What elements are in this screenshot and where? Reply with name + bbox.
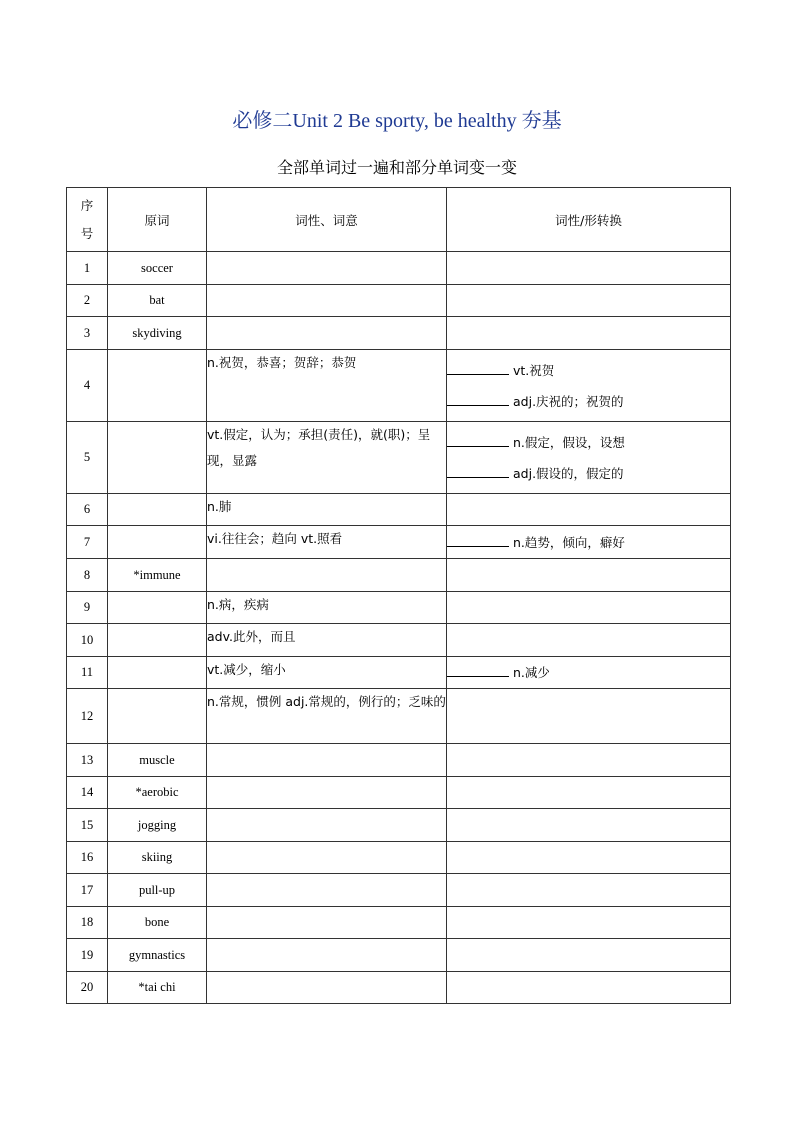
conversion-line xyxy=(447,458,730,489)
row-word: *tai chi xyxy=(108,972,207,1004)
row-conversion xyxy=(447,285,731,317)
row-word: skiing xyxy=(108,842,207,874)
table-row xyxy=(67,252,731,285)
row-conversion xyxy=(447,350,731,422)
row-conversion xyxy=(447,526,731,559)
row-number: 2 xyxy=(67,285,108,317)
row-conversion xyxy=(447,592,731,624)
table-row xyxy=(67,939,731,972)
row-meaning xyxy=(207,939,447,972)
page-subtitle: 全部单词过一遍和部分单词变一变 xyxy=(276,158,517,177)
row-word: bone xyxy=(108,907,207,939)
answer-blank[interactable] xyxy=(447,391,509,406)
row-meaning xyxy=(207,559,447,592)
row-meaning xyxy=(207,285,447,317)
header-meaning: 词性、词意 xyxy=(207,188,447,252)
row-number: 3 xyxy=(67,317,108,350)
row-number: 15 xyxy=(67,809,108,842)
row-meaning xyxy=(207,874,447,907)
row-meaning: n.常规，惯例 adj.常规的，例行的；乏味的 xyxy=(207,689,447,744)
row-meaning xyxy=(207,809,447,842)
row-conversion xyxy=(447,809,731,842)
answer-blank[interactable] xyxy=(447,662,509,677)
row-word xyxy=(108,526,207,559)
table-row xyxy=(67,592,731,624)
answer-blank[interactable] xyxy=(447,360,509,375)
answer-blank[interactable] xyxy=(447,463,509,478)
table-row xyxy=(67,422,731,494)
header-number-line2: 号 xyxy=(80,225,94,241)
row-number: 8 xyxy=(67,559,108,592)
table-row xyxy=(67,350,731,422)
row-meaning xyxy=(207,777,447,809)
row-word: soccer xyxy=(108,252,207,285)
row-number: 19 xyxy=(67,939,108,972)
conversion-text: n.减少 xyxy=(513,665,550,680)
table-header-row xyxy=(67,188,731,252)
row-number: 17 xyxy=(67,874,108,907)
row-conversion xyxy=(447,494,731,526)
row-number: 20 xyxy=(67,972,108,1004)
row-conversion xyxy=(447,252,731,285)
row-conversion xyxy=(447,777,731,809)
row-meaning xyxy=(207,744,447,777)
table-row xyxy=(67,689,731,744)
row-word xyxy=(108,422,207,494)
row-conversion xyxy=(447,657,731,689)
table-row xyxy=(67,744,731,777)
row-meaning: vt.假定，认为；承担(责任)，就(职)；呈现，显露 xyxy=(207,422,447,494)
row-number: 5 xyxy=(67,422,108,494)
table-row xyxy=(67,624,731,657)
row-meaning: vi.往往会；趋向 vt.照看 xyxy=(207,526,447,559)
row-word xyxy=(108,494,207,526)
row-word: bat xyxy=(108,285,207,317)
row-number: 6 xyxy=(67,494,108,526)
table-row xyxy=(67,972,731,1004)
row-meaning xyxy=(207,317,447,350)
table-body xyxy=(67,252,731,1004)
row-word xyxy=(108,689,207,744)
row-conversion xyxy=(447,559,731,592)
conversion-line xyxy=(447,657,730,688)
row-word xyxy=(108,657,207,689)
row-meaning: n.祝贺，恭喜；贺辞；恭贺 xyxy=(207,350,447,422)
row-meaning xyxy=(207,252,447,285)
row-meaning xyxy=(207,842,447,874)
row-conversion xyxy=(447,907,731,939)
row-number: 13 xyxy=(67,744,108,777)
row-conversion xyxy=(447,689,731,744)
row-word: muscle xyxy=(108,744,207,777)
conversion-text: adj.假设的，假定的 xyxy=(513,465,624,481)
conversion-text: adj.庆祝的；祝贺的 xyxy=(513,393,624,409)
row-conversion xyxy=(447,874,731,907)
row-number: 11 xyxy=(67,657,108,689)
row-meaning: vt.减少，缩小 xyxy=(207,657,447,689)
conversion-text: vt.祝贺 xyxy=(513,362,555,378)
row-number: 18 xyxy=(67,907,108,939)
conversion-text: n.假定，假设，设想 xyxy=(513,434,625,450)
row-word: pull-up xyxy=(108,874,207,907)
row-conversion xyxy=(447,842,731,874)
row-meaning xyxy=(207,907,447,939)
header-number-line1: 序 xyxy=(80,197,94,213)
conversion-line xyxy=(447,386,730,417)
row-number: 1 xyxy=(67,252,108,285)
row-number: 14 xyxy=(67,777,108,809)
row-word: *aerobic xyxy=(108,777,207,809)
row-number: 4 xyxy=(67,350,108,422)
row-number: 12 xyxy=(67,689,108,744)
row-word xyxy=(108,592,207,624)
header-word: 原词 xyxy=(108,188,207,252)
table-row xyxy=(67,559,731,592)
page-title: 必修二Unit 2 Be sporty, be healthy 夯基 xyxy=(232,110,562,132)
vocabulary-table xyxy=(66,187,731,1004)
row-meaning: adv.此外，而且 xyxy=(207,624,447,657)
row-word: *immune xyxy=(108,559,207,592)
row-meaning: n.肺 xyxy=(207,494,447,526)
conversion-line xyxy=(447,355,730,386)
row-number: 7 xyxy=(67,526,108,559)
table-row xyxy=(67,777,731,809)
row-conversion xyxy=(447,422,731,494)
table-row xyxy=(67,657,731,689)
row-conversion xyxy=(447,317,731,350)
table-row xyxy=(67,317,731,350)
conversion-line xyxy=(447,427,730,458)
answer-blank[interactable] xyxy=(447,432,509,447)
row-word xyxy=(108,350,207,422)
row-conversion xyxy=(447,744,731,777)
header-conversion: 词性/形转换 xyxy=(447,188,731,252)
row-conversion xyxy=(447,939,731,972)
row-meaning xyxy=(207,972,447,1004)
row-word: skydiving xyxy=(108,317,207,350)
conversion-line xyxy=(447,527,730,558)
table-row xyxy=(67,285,731,317)
answer-blank[interactable] xyxy=(447,532,509,547)
table-row xyxy=(67,874,731,907)
table-row xyxy=(67,809,731,842)
row-word: jogging xyxy=(108,809,207,842)
table-row xyxy=(67,526,731,559)
table-row xyxy=(67,842,731,874)
row-conversion xyxy=(447,624,731,657)
row-number: 9 xyxy=(67,592,108,624)
row-number: 10 xyxy=(67,624,108,657)
row-meaning: n.病，疾病 xyxy=(207,592,447,624)
table-row xyxy=(67,494,731,526)
conversion-text: n.趋势，倾向，癖好 xyxy=(513,534,625,550)
header-number xyxy=(67,188,108,252)
row-word: gymnastics xyxy=(108,939,207,972)
row-word xyxy=(108,624,207,657)
row-number: 16 xyxy=(67,842,108,874)
table-row xyxy=(67,907,731,939)
row-conversion xyxy=(447,972,731,1004)
